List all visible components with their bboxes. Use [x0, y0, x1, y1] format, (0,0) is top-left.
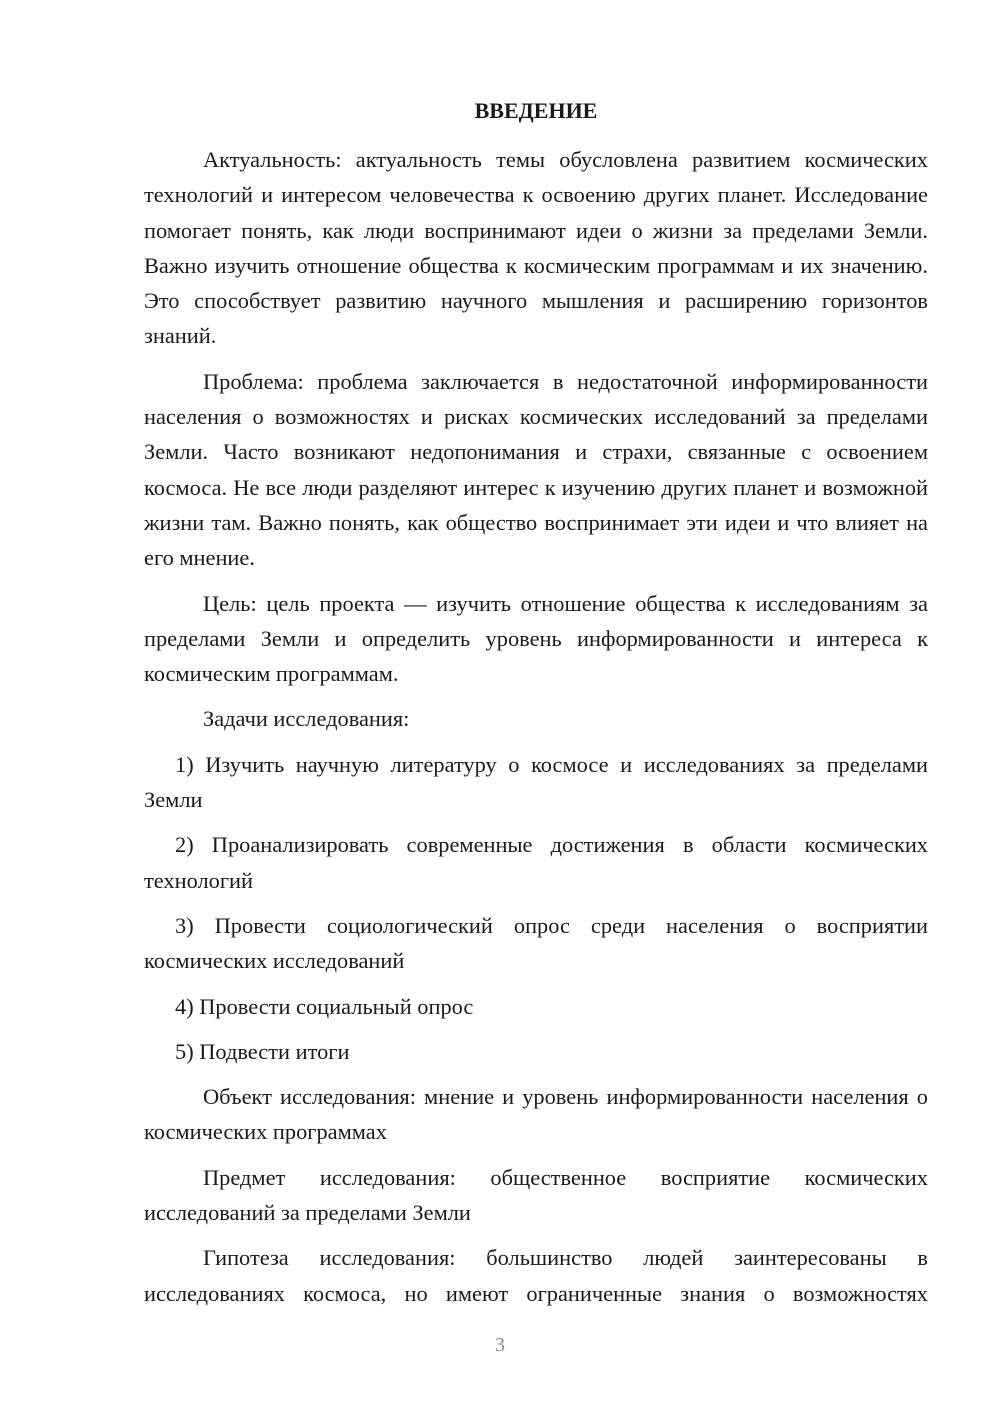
- list-item-task-4: 4) Провести социальный опрос: [175, 993, 474, 1019]
- list-item-task-1: 1) Изучить научную литературу о космосе и исследованиях за пределами Земли: [144, 751, 928, 813]
- list-item-task-3: 3) Провести социологический опрос среди населения о восприятии космических исследований: [144, 912, 928, 974]
- list-item-task-5: 5) Подвести итоги: [175, 1038, 350, 1064]
- paragraph-hypothesis: Гипотеза исследования: большинство людей заинтересованы в исследованиях космоса, но имеют ограниченные знания о возможностях: [144, 1245, 928, 1306]
- paragraph-problem: Проблема: проблема заключается в недостаточной информированности населения о возможностях и рисках космических исследований за пределами Земли. Часто возникают недопонимания и страхи, связанные с освоением космоса. Не все люди разделяют интерес к изучению других планет и возможной жизни там. Важно понять, как общество воспринимает эти идеи и что влияет на его мнение.: [144, 368, 928, 571]
- paragraph-relevance: Актуальность: актуальность темы обусловлена развитием космических технологий и интересом человечества к освоению других планет. Исследование помогает понять, как люди воспринимают идеи о жизни за пределами Земли. Важно изучить отношение общества к космическим программам и их значению. Это способствует развитию научного мышления и расширению горизонтов знаний.: [144, 147, 928, 349]
- paragraph-subject: Предмет исследования: общественное восприятие космических исследований за пределами Земли: [144, 1164, 928, 1226]
- document-body: [144, 142, 928, 1321]
- list-item-task-2: 2) Проанализировать современные достижения в области космических технологий: [144, 832, 928, 893]
- paragraph-object: Объект исследования: мнение и уровень информированности населения о космических программах: [144, 1084, 928, 1145]
- page-number: 3: [495, 1334, 505, 1356]
- paragraph-goal: Цель: цель проекта — изучить отношение общества к исследованиям за пределами Земли и определить уровень информированности и интереса к космическим программам.: [144, 590, 928, 687]
- section-title: ВВЕДЕНИЕ: [474, 98, 598, 123]
- tasks-heading: Задачи исследования:: [203, 706, 410, 732]
